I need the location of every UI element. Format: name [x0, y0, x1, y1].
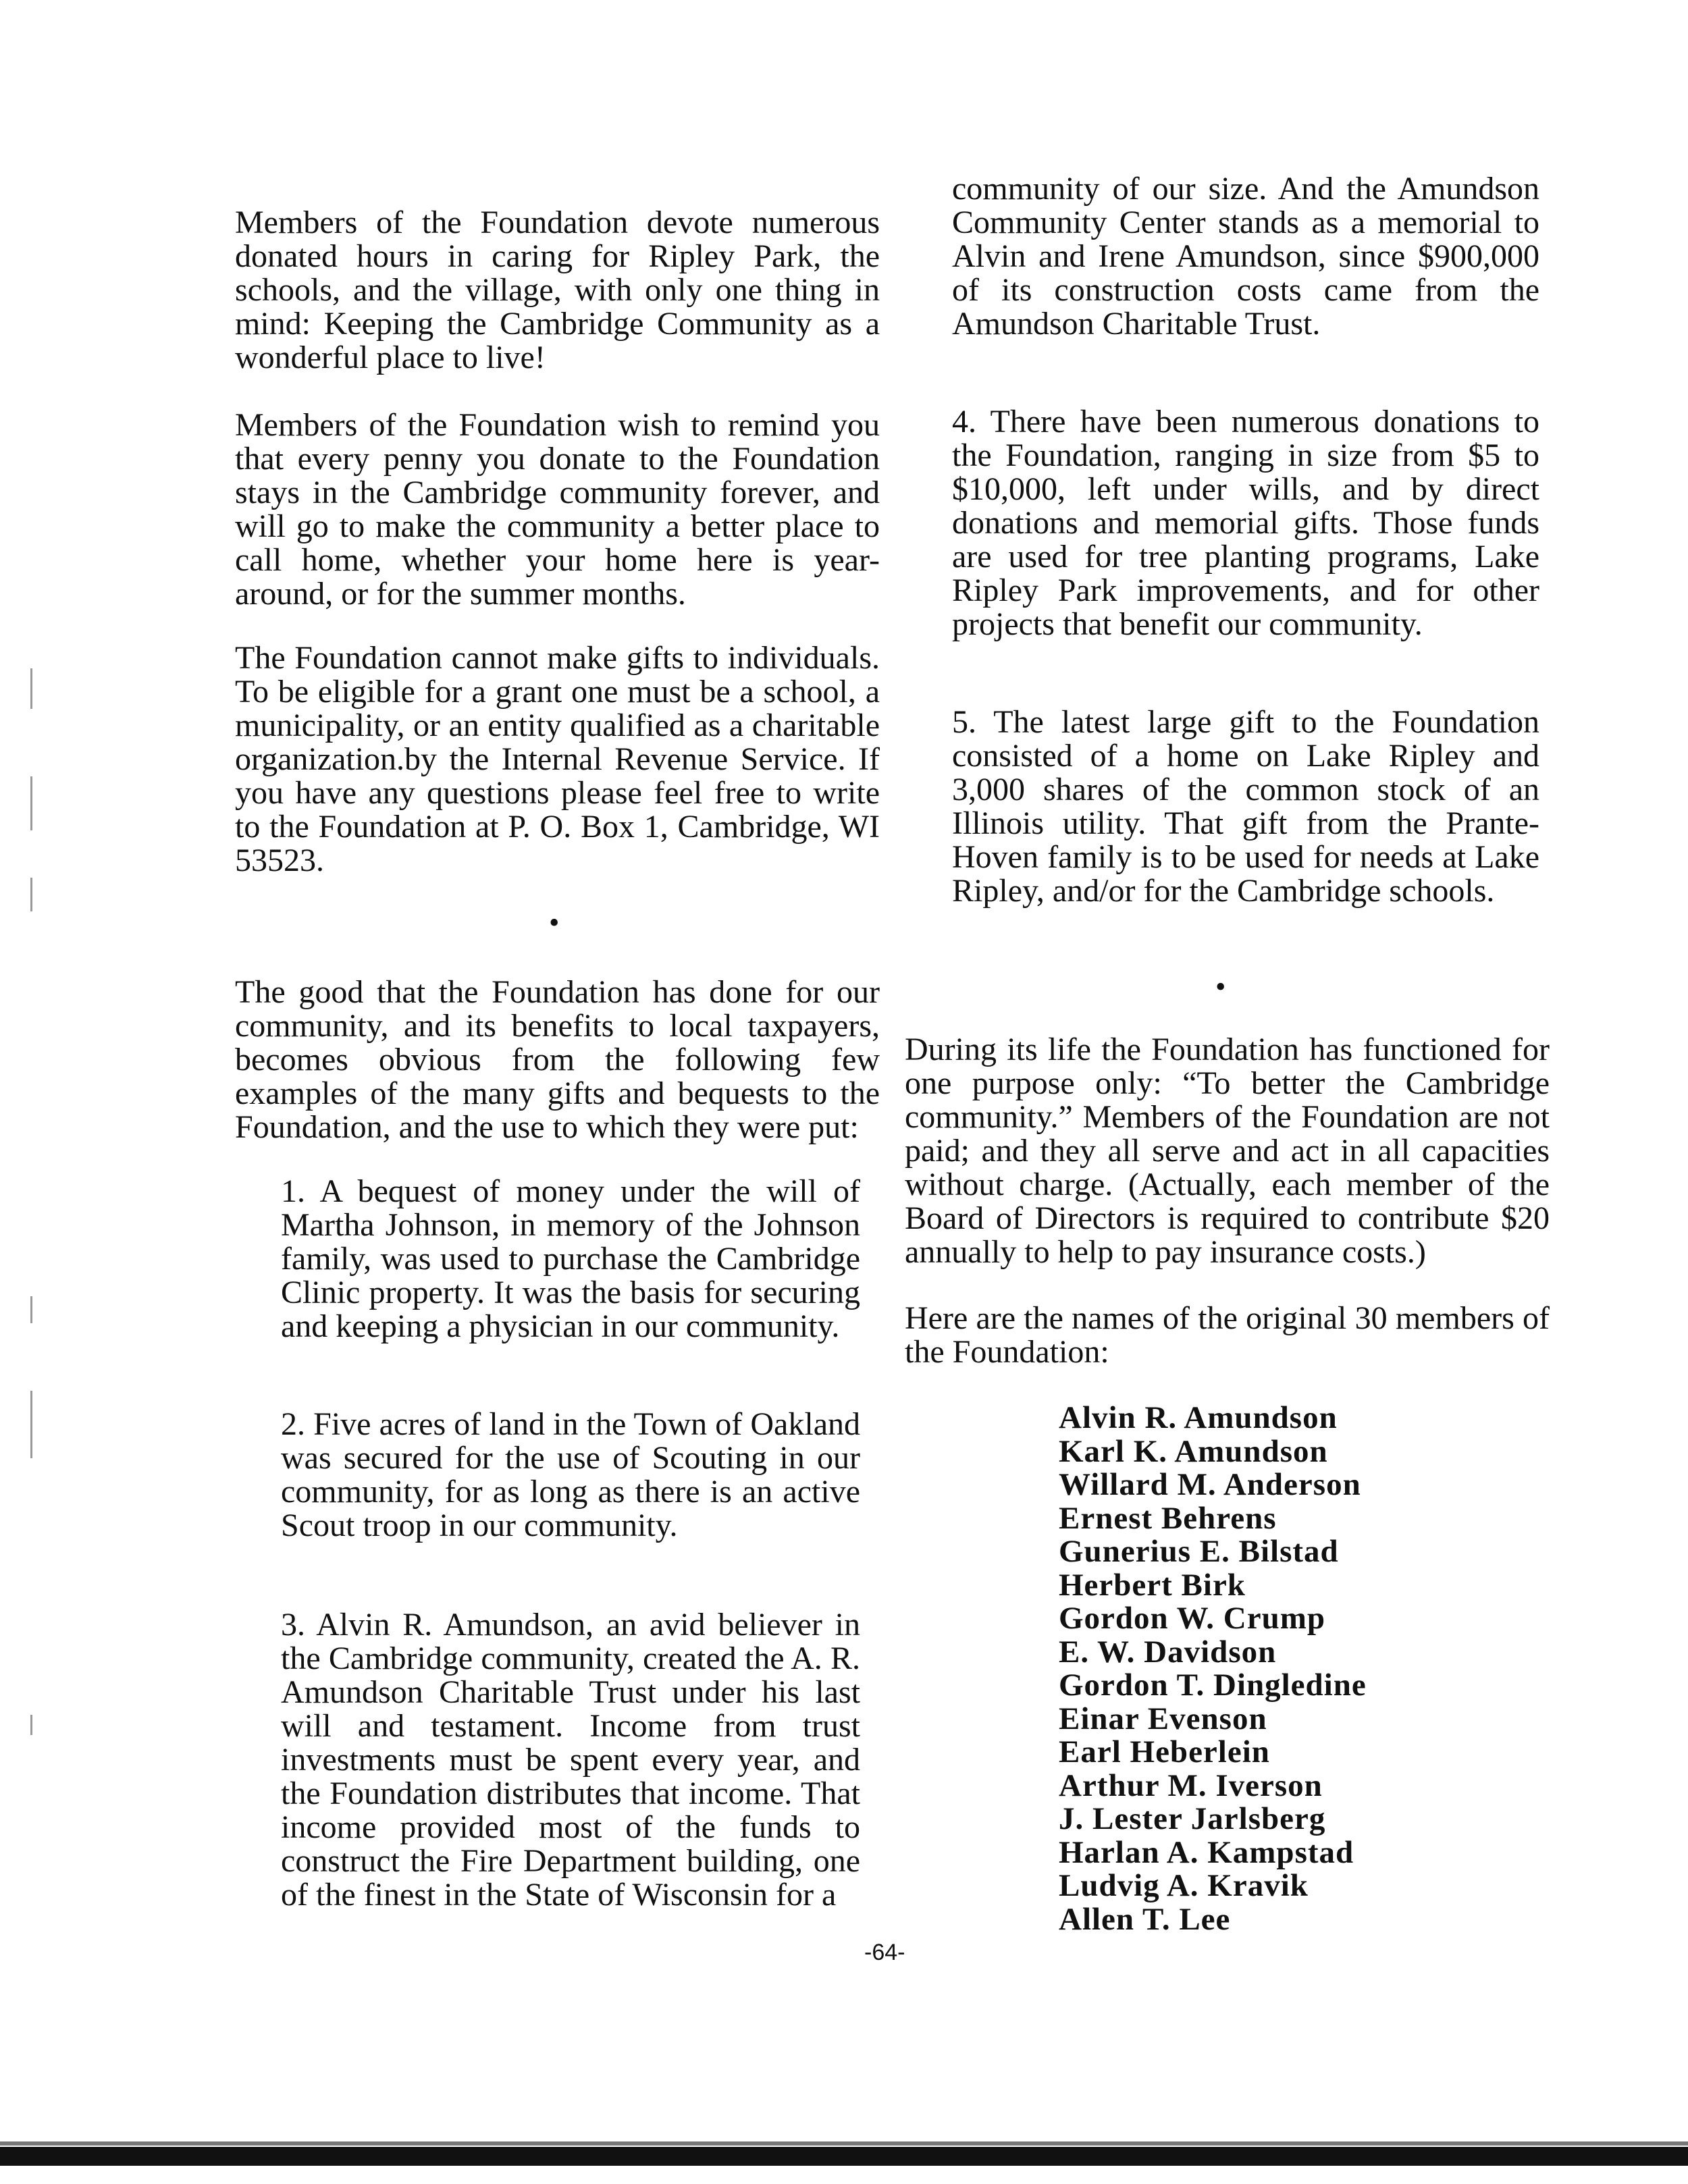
member-name: Herbert Birk — [1059, 1567, 1246, 1603]
member-name: Gordon T. Dingledine — [1059, 1668, 1367, 1703]
member-name: Earl Heberlein — [1059, 1734, 1270, 1769]
member-name: Gordon W. Crump — [1059, 1601, 1326, 1636]
member-name: Harlan A. Kampstad — [1059, 1834, 1354, 1870]
left-column — [235, 0, 880, 2025]
scan-margin-mark — [30, 1391, 32, 1458]
paragraph-original-members-intro: Here are the names of the original 30 members of the Foundation: — [905, 1300, 1550, 1370]
member-name: Arthur M. Iverson — [1059, 1767, 1323, 1803]
list-item-numerous-donations: 4. There have been numerous donations to the Foundation, ranging in size from $5 to $10,000, left under wills, and by direct donations and memorial gifts. Those funds are used for tree planting programs, Lake Ripley Park improvements, and for other projects that benefit our community. — [952, 404, 1539, 642]
paragraph-gift-examples-intro: The good that the Foundation has done for our community, and its benefits to local taxpayers, becomes obvious from the following few examples of the many gifts and bequests to the Foundation, and the use to which they were put: — [235, 974, 880, 1145]
scan-margin-mark — [30, 1715, 32, 1735]
scan-margin-mark — [30, 776, 32, 830]
list-item-martha-johnson: 1. A bequest of money under the will of Martha Johnson, in memory of the Johnson family, was used to purchase the Cambridge Clinic property. It was the basis for securing and keeping a physician in our community. — [281, 1173, 860, 1344]
list-item-latest-large-gift: 5. The latest large gift to the Foundation consisted of a home on Lake Ripley and 3,000 shares of the common stock of an Illinois utility. That gift from the Prante-Hoven family is to be used for needs at Lake Ripley, and/or for the Cambridge schools. — [952, 704, 1539, 909]
member-name: Ernest Behrens — [1059, 1500, 1277, 1536]
member-name: Allen T. Lee — [1059, 1901, 1231, 1937]
list-item-amundson-trust: 3. Alvin R. Amundson, an avid believer in the Cambridge community, created the A. R. Amundson Charitable Trust under his last will and testament. Income from trust investments must be spent every year, and the Foundation distributes that income. That income provided most of the funds to construct the Fire Department building, one of the finest in the State of Wisconsin for a — [281, 1607, 860, 1913]
member-name: E. W. Davidson — [1059, 1634, 1277, 1670]
paragraph-volunteer-hours: Members of the Foundation devote numerous donated hours in caring for Ripley Park, the schools, and the village, with only one thing in mind: Keeping the Cambridge Community as a wonderful place to live! — [235, 205, 880, 375]
scan-bottom-edge — [0, 2147, 1688, 2166]
original-members-list — [1059, 1402, 1367, 1936]
paragraph-grant-eligibility: The Foundation cannot make gifts to individuals. To be eligible for a grant one must be a school, a municipality, or an entity qualified as a charitable organization.by the Internal Revenue Service. If you have any questions please feel free to write to the Foundation at P. O. Box 1, Cambridge, WI 53523. — [235, 640, 880, 878]
member-name: Einar Evenson — [1059, 1701, 1267, 1736]
scan-edge-shadow — [0, 2141, 1688, 2146]
section-bullet: • — [549, 906, 560, 939]
scan-margin-mark — [30, 1296, 32, 1323]
member-name: Willard M. Anderson — [1059, 1467, 1361, 1502]
section-bullet: • — [1215, 970, 1226, 1003]
member-name: J. Lester Jarlsberg — [1059, 1801, 1326, 1836]
paragraph-foundation-purpose: During its life the Foundation has functioned for one purpose only: “To better the Cambridge community.” Members of the Foundation are not paid; and they all serve and act in all capacities without charge. (Actually, each member of the Board of Directors is required to contribute $20 annually to help to pay insurance costs.) — [905, 1032, 1550, 1270]
page-number: -64- — [864, 1940, 905, 1965]
paragraph-donations-stay-local: Members of the Foundation wish to remind you that every penny you donate to the Foundation stays in the Cambridge community forever, and will go to make the community a better place to call home, whether your home here is year-around, or for the summer months. — [235, 407, 880, 612]
member-name: Alvin R. Amundson — [1059, 1400, 1338, 1435]
list-item-scouting-land: 2. Five acres of land in the Town of Oakland was secured for the use of Scouting in our community, for as long as there is an active Scout troop in our community. — [281, 1406, 860, 1543]
member-name: Ludvig A. Kravik — [1059, 1868, 1309, 1903]
paragraph-amundson-continued: community of our size. And the Amundson Community Center stands as a memorial to Alvin and Irene Amundson, since $900,000 of its construction costs came from the Amundson Charitable Trust. — [952, 171, 1539, 342]
member-name: Karl K. Amundson — [1059, 1433, 1328, 1469]
member-name: Gunerius E. Bilstad — [1059, 1534, 1339, 1569]
scan-margin-mark — [30, 668, 32, 709]
scan-margin-mark — [30, 878, 32, 911]
